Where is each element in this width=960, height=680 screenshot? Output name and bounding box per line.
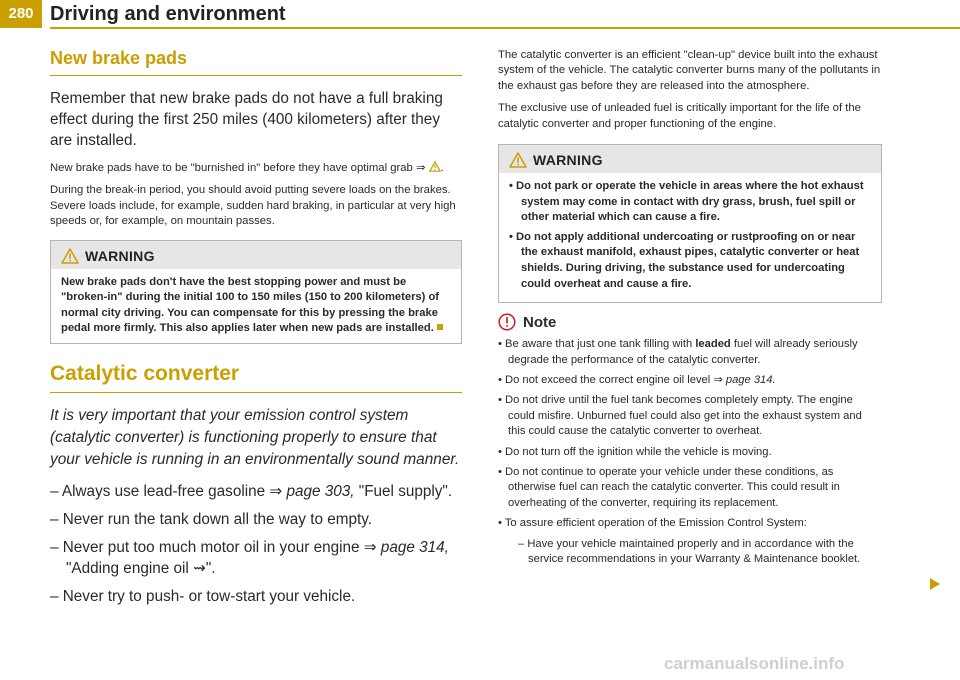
page-reference-link[interactable]: page 314, <box>380 539 449 556</box>
brake-warning-box <box>50 240 462 344</box>
section-end-marker <box>437 324 443 330</box>
exhaust-warning-box <box>498 144 882 303</box>
right-column <box>498 48 882 571</box>
brake-burnish-paragraph <box>50 161 462 176</box>
page-reference-link[interactable]: page 314. <box>725 374 776 386</box>
next-page-arrow-icon[interactable] <box>930 578 940 590</box>
heading-catalytic-converter: Catalytic converter <box>50 362 462 393</box>
warning-header <box>499 145 881 173</box>
note-item: • Be aware that just one tank filling with leaded fuel will already seriously degrade the performance of the catalytic converter. <box>498 338 858 366</box>
brake-lead-paragraph: Remember that new brake pads do not have a full braking effect during the first 250 miles (400 kilometers) after they are installed. <box>50 90 443 149</box>
warning-item: • Do not apply additional undercoating or rustproofing on or near the exhaust manifold, exhaust pipes, catalytic converter or heat shields. During driving, the substance used for undercoating could overheat and cause a fire. <box>509 230 860 290</box>
heading-new-brake-pads: New brake pads <box>50 48 462 76</box>
warning-text-content: New brake pads don't have the best stopping power and must be "broken-in" during the initial 100 to 150 miles (150 to 200 kilometers) of normal city driving. You can compensate for this by pressing the brake pedal more firmly. This also applies later when new pads are installed. <box>61 275 440 335</box>
chapter-title: Driving and environment <box>50 3 286 25</box>
unleaded-fuel-paragraph: The exclusive use of unleaded fuel is critically important for the life of the catalytic converter and proper functioning of the engine. <box>498 102 861 130</box>
note-item: • Do not continue to operate your vehicle under these conditions, as otherwise fuel can reach the catalytic converter. This could result in overheating of the converter, requiring its replacement. <box>498 466 840 509</box>
warning-body <box>499 173 881 302</box>
page-reference-link[interactable]: page 303, <box>286 483 355 500</box>
note-sub-item: – Have your vehicle maintained properly and in accordance with the service recommendations in your Warranty & Maintenance booklet. <box>518 537 861 566</box>
list-item: – Never run the tank down all the way to empty. <box>50 511 372 528</box>
note-item: • Do not turn off the ignition while the vehicle is moving. <box>498 445 772 458</box>
catalytic-instruction-list <box>50 481 462 607</box>
left-column <box>50 48 462 614</box>
page-header <box>0 0 960 30</box>
warning-triangle-icon <box>509 152 527 168</box>
warning-triangle-icon[interactable] <box>429 161 441 172</box>
header-rule <box>50 27 960 29</box>
note-item: • To assure efficient operation of the Emission Control System: <box>498 517 807 530</box>
note-item: • Do not drive until the fuel tank becomes completely empty. The engine could misfire. Unburned fuel could also get into the exhaust system and this could cause the catalytic converter to overheat. <box>498 394 862 438</box>
warning-item: • Do not park or operate the vehicle in areas where the hot exhaust system may come in contact with dry grass, brush, fuel spill or other material which can cause a fire. <box>509 180 864 224</box>
burnish-text: New brake pads have to be "burnished in" before they have optimal grab ⇒ <box>50 162 429 174</box>
burnish-text-end: . <box>440 162 444 174</box>
brake-breakin-paragraph: During the break-in period, you should avoid putting severe loads on the brakes. Severe loads include, for example, sudden hard braking, in particular at very high speeds or, for example, on mountain passes. <box>50 184 456 228</box>
list-item: – Always use lead-free gasoline ⇒ page 303, "Fuel supply". <box>50 483 453 500</box>
watermark: carmanualsonline.info <box>664 654 845 673</box>
warning-body <box>51 269 461 343</box>
list-item: – Never put too much motor oil in your engine ⇒ page 314, "Adding engine oil ⇝". <box>50 539 449 577</box>
catalytic-intro: It is very important that your emission control system (catalytic converter) is functioning properly to ensure that your vehicle is running in an environmentally sound manner. <box>50 407 460 468</box>
page-number: 280 <box>0 0 42 28</box>
note-title: Note <box>523 313 557 331</box>
note-item: • Do not exceed the correct engine oil level ⇒ page 314. <box>498 374 776 386</box>
note-info-icon <box>498 313 516 331</box>
warning-header <box>51 241 461 269</box>
warning-title: WARNING <box>533 152 603 169</box>
warning-title: WARNING <box>85 247 155 264</box>
warning-text <box>61 275 451 337</box>
warning-triangle-icon <box>61 248 79 264</box>
catalytic-description: The catalytic converter is an efficient "clean-up" device built into the exhaust system of the vehicle. The catalytic converter burns many of the pollutants in the exhaust gas before they are released into the atmosphere. <box>498 49 881 92</box>
list-item: – Never try to push- or tow-start your vehicle. <box>50 588 356 605</box>
note-header <box>498 313 882 331</box>
